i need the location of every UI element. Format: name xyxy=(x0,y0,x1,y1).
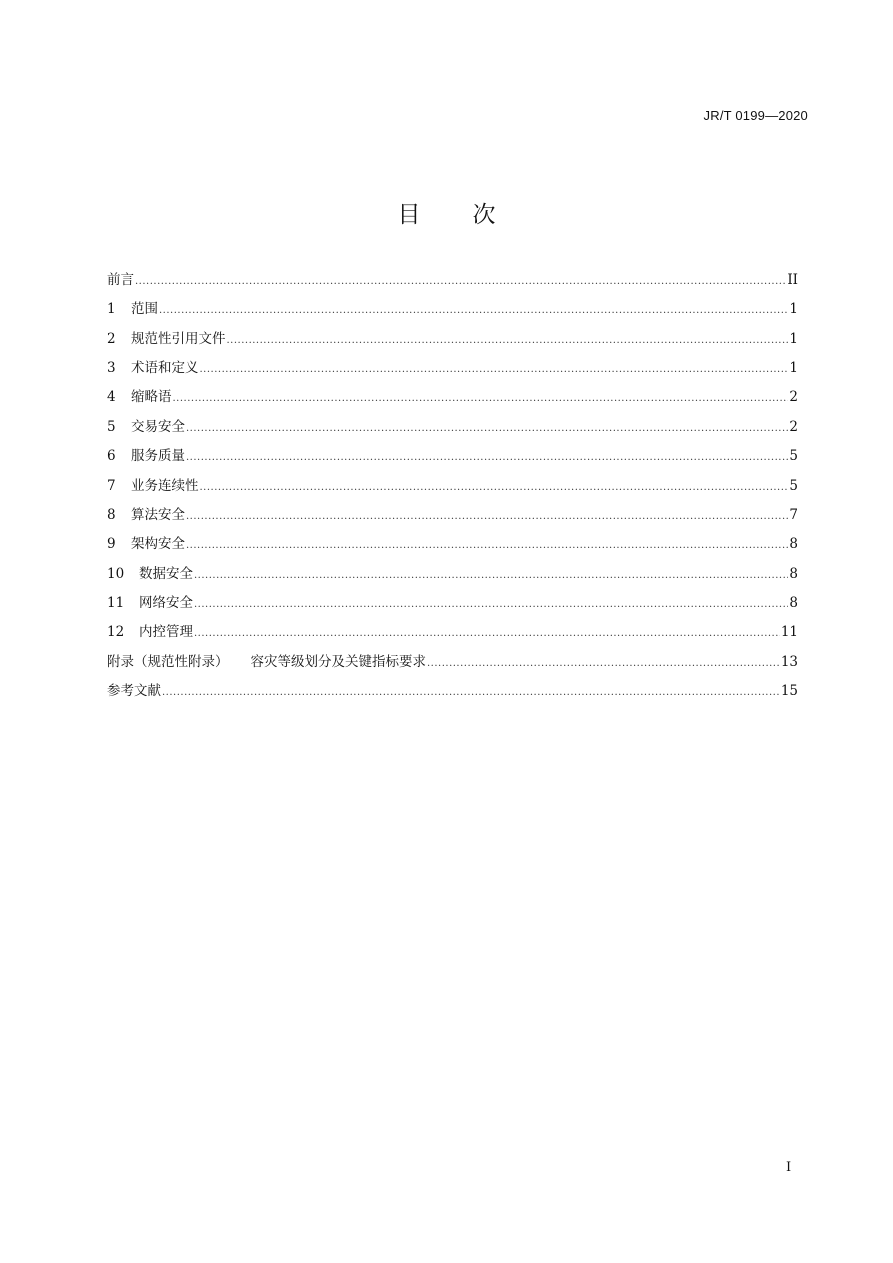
toc-entry[interactable] xyxy=(107,503,798,532)
toc-label: 缩略语 xyxy=(131,389,172,406)
toc-label: 内控管理 xyxy=(139,624,193,641)
leader-dots xyxy=(186,511,788,522)
toc-entry[interactable] xyxy=(107,327,798,356)
toc-number: 1 xyxy=(107,301,116,318)
toc-page: 15 xyxy=(780,683,798,700)
toc-label: 范围 xyxy=(131,301,158,318)
leader-dots xyxy=(200,482,789,493)
toc-label: 架构安全 xyxy=(131,536,185,553)
toc-page: 8 xyxy=(789,594,798,611)
toc-page: 8 xyxy=(789,536,798,553)
toc-label: 算法安全 xyxy=(131,506,185,523)
toc-page: 7 xyxy=(789,506,798,523)
toc-label: 服务质量 xyxy=(131,448,185,465)
toc-number: 3 xyxy=(107,360,116,377)
toc-number: 11 xyxy=(107,594,125,611)
toc-number: 8 xyxy=(107,506,116,523)
toc-entry[interactable] xyxy=(107,474,798,503)
leader-dots xyxy=(173,393,789,404)
toc-page: 2 xyxy=(789,418,798,435)
toc-page: 13 xyxy=(780,653,798,670)
toc-entry-bibliography[interactable] xyxy=(107,679,798,708)
toc-number: 10 xyxy=(107,565,125,582)
toc-page: II xyxy=(787,272,798,288)
toc-label: 数据安全 xyxy=(139,565,193,582)
toc-number: 2 xyxy=(107,330,116,347)
leader-dots xyxy=(194,599,788,610)
leader-dots xyxy=(200,364,789,375)
leader-dots xyxy=(427,658,780,669)
leader-dots xyxy=(135,276,786,287)
page-number: I xyxy=(786,1160,792,1175)
toc-number: 6 xyxy=(107,448,116,465)
toc-number: 12 xyxy=(107,624,125,641)
toc-entry[interactable] xyxy=(107,297,798,326)
toc-page: 1 xyxy=(789,330,798,347)
toc-entry[interactable] xyxy=(107,532,798,561)
leader-dots xyxy=(159,305,788,316)
toc-number: 9 xyxy=(107,536,116,553)
leader-dots xyxy=(186,452,788,463)
leader-dots xyxy=(194,570,788,581)
toc-page: 1 xyxy=(789,301,798,318)
page-title xyxy=(0,196,893,229)
toc-number: 4 xyxy=(107,389,116,406)
toc-page: 8 xyxy=(789,565,798,582)
title-char: 目 xyxy=(397,202,421,228)
leader-dots xyxy=(227,335,789,346)
toc-number: 7 xyxy=(107,477,116,494)
toc-label: 规范性引用文件 xyxy=(131,330,226,347)
toc-entry[interactable] xyxy=(107,591,798,620)
leader-dots xyxy=(194,628,780,639)
toc-label: 附录（规范性附录） xyxy=(107,653,229,670)
standard-number: JR/T 0199—2020 xyxy=(703,108,808,123)
toc-entry-foreword[interactable] xyxy=(107,268,798,297)
toc-label: 交易安全 xyxy=(131,418,185,435)
toc-label: 网络安全 xyxy=(139,594,193,611)
toc-entry[interactable] xyxy=(107,356,798,385)
toc-page: 5 xyxy=(789,477,798,494)
toc-entry[interactable] xyxy=(107,385,798,414)
toc-label: 参考文献 xyxy=(107,683,161,700)
toc-entry[interactable] xyxy=(107,415,798,444)
table-of-contents xyxy=(107,268,798,708)
toc-label: 业务连续性 xyxy=(131,477,199,494)
toc-entry-appendix[interactable] xyxy=(107,650,798,679)
leader-dots xyxy=(186,423,788,434)
toc-label-appendix-title: 容灾等级划分及关键指标要求 xyxy=(250,653,426,670)
toc-page: 11 xyxy=(780,624,798,641)
toc-page: 1 xyxy=(789,360,798,377)
title-char: 次 xyxy=(472,202,496,228)
toc-page: 5 xyxy=(789,448,798,465)
toc-page: 2 xyxy=(789,389,798,406)
toc-label: 前言 xyxy=(107,272,134,288)
toc-entry[interactable] xyxy=(107,562,798,591)
leader-dots xyxy=(162,687,780,698)
toc-entry[interactable] xyxy=(107,620,798,649)
toc-label: 术语和定义 xyxy=(131,360,199,377)
leader-dots xyxy=(186,540,788,551)
toc-entry[interactable] xyxy=(107,444,798,473)
toc-number: 5 xyxy=(107,418,116,435)
